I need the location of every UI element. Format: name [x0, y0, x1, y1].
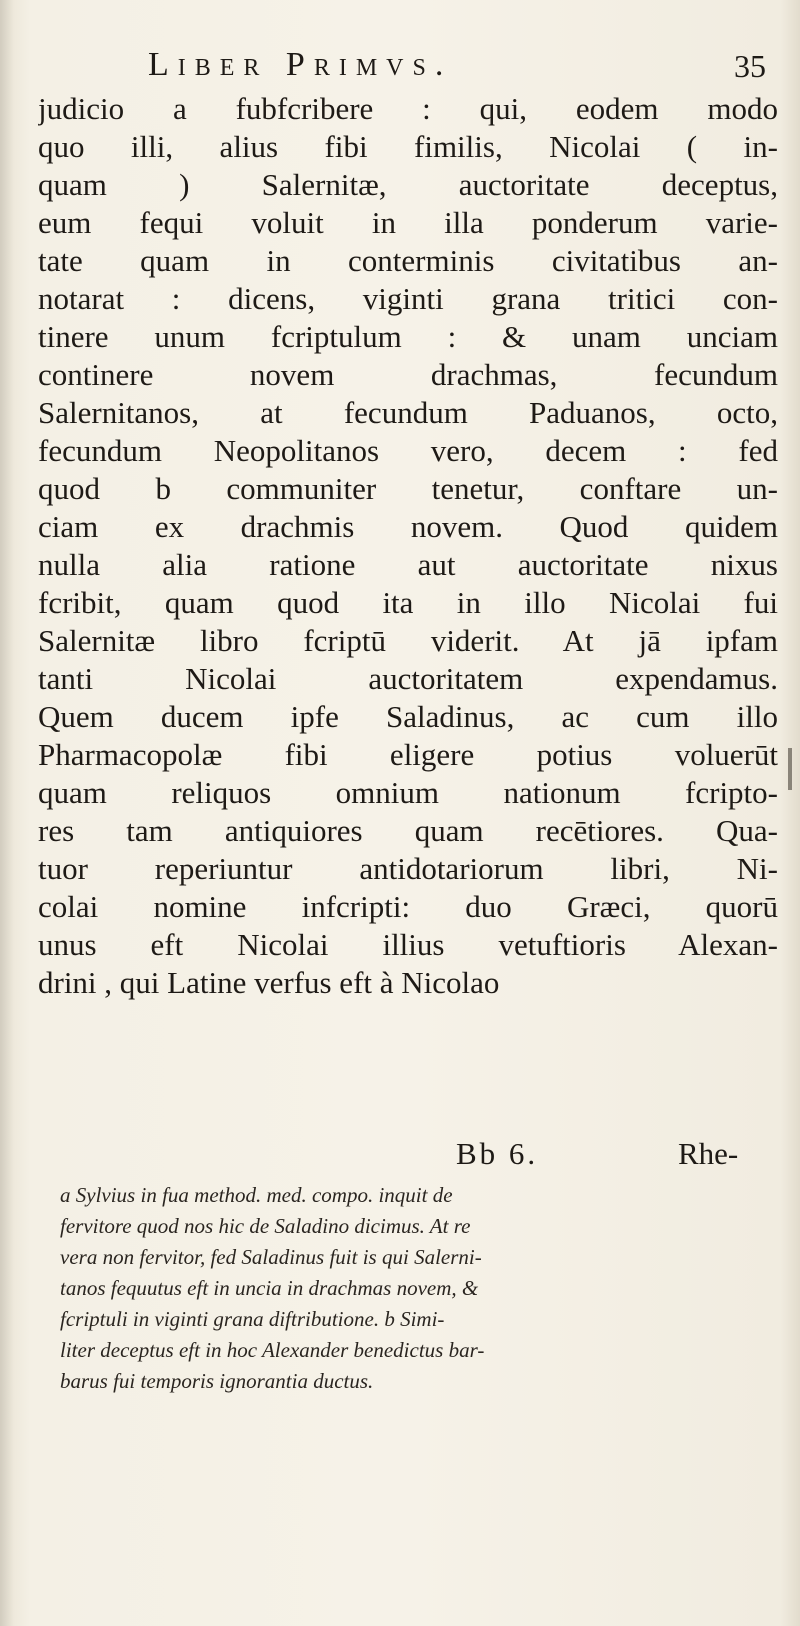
text-line: ciam ex drachmis novem. Quod quidem — [38, 509, 778, 544]
main-text — [38, 90, 778, 1002]
text-line: quam ) Salernitæ, auctoritate deceptus, — [38, 167, 778, 202]
signature-line — [38, 1136, 778, 1176]
text-line: quod b communiter tenetur, conftare un- — [38, 471, 778, 506]
text-line: fcribit, quam quod ita in illo Nicolai fui — [38, 585, 778, 620]
text-line: tinere unum fcriptulum : & unam unciam — [38, 319, 778, 354]
margin-mark — [788, 748, 792, 790]
text-line: Pharmacopolæ fibi eligere potius voluerūt — [38, 737, 778, 772]
text-line: colai nomine infcripti: duo Græci, quorū — [38, 889, 778, 924]
running-head: Liber Primvs. — [148, 46, 453, 83]
note-line: fervitore quod nos hic de Saladino dicimus. At re — [60, 1214, 471, 1238]
text-line: quam reliquos omnium nationum fcripto- — [38, 775, 778, 810]
text-line: quo illi, alius fibi fimilis, Nicolai ( in- — [38, 129, 778, 164]
text-line: nulla alia ratione aut auctoritate nixus — [38, 547, 778, 582]
page-number: 35 — [734, 48, 766, 84]
text-line: tuor reperiuntur antidotariorum libri, Ni- — [38, 851, 778, 886]
gutter-shadow — [0, 0, 14, 1626]
note-line: fcriptuli in viginti grana diftributione. b Simi- — [60, 1307, 445, 1331]
text-line: res tam antiquiores quam recētiores. Qua- — [38, 813, 778, 848]
text-line: Salernitæ libro fcriptū viderit. At jā ipfam — [38, 623, 778, 658]
text-line: judicio a fubfcribere : qui, eodem modo — [38, 91, 778, 126]
text-line: continere novem drachmas, fecundum — [38, 357, 778, 392]
text-line: tanti Nicolai auctoritatem expendamus. — [38, 661, 778, 696]
text-line: Quem ducem ipfe Saladinus, ac cum illo — [38, 699, 778, 734]
note-line: barus fui temporis ignorantia ductus. — [60, 1369, 374, 1393]
note-line: a Sylvius in fua method. med. compo. inquit de — [60, 1183, 453, 1207]
text-line: fecundum Neopolitanos vero, decem : fed — [38, 433, 778, 468]
text-line: tate quam in conterminis civitatibus an- — [38, 243, 778, 278]
signature-mark: Bb 6. — [456, 1136, 539, 1171]
text-line: notarat : dicens, viginti grana tritici con- — [38, 281, 778, 316]
note-line: liter deceptus eft in hoc Alexander benedictus bar- — [60, 1338, 485, 1362]
text-line: drini , qui Latine verfus eft à Nicolao — [38, 965, 500, 1000]
text-line: eum fequi voluit in illa ponderum varie- — [38, 205, 778, 240]
page-header — [0, 46, 800, 92]
note-line: tanos fequutus eft in uncia in drachmas novem, & — [60, 1276, 479, 1300]
note-line: vera non fervitor, fed Saladinus fuit is qui Salerni- — [60, 1245, 482, 1269]
text-line: unus eft Nicolai illius vetuftioris Alexan- — [38, 927, 778, 962]
marginal-notes — [60, 1180, 760, 1397]
catchword: Rhe- — [678, 1136, 739, 1171]
text-line: Salernitanos, at fecundum Paduanos, octo, — [38, 395, 778, 430]
